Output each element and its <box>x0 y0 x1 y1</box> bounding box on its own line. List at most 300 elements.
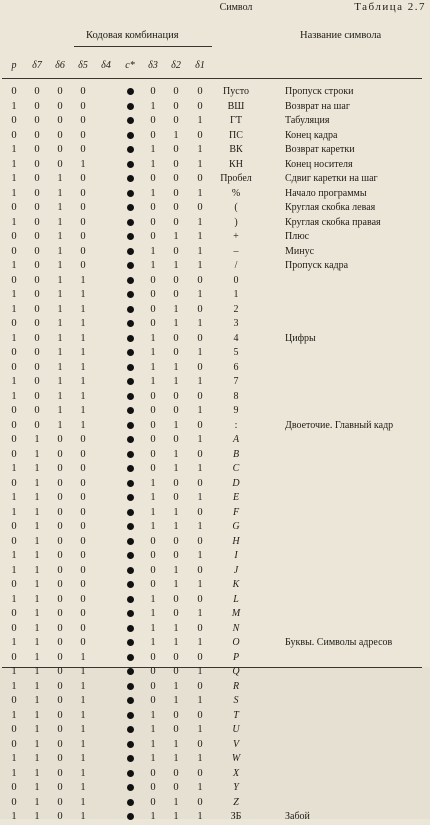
symbol-cell: + <box>233 231 239 242</box>
bit-cell: 0 <box>80 564 86 576</box>
symbol-cell: ВК <box>229 144 243 155</box>
bit-cell: 0 <box>57 637 63 648</box>
bit-cell: 1 <box>34 622 40 634</box>
bit-cell: 1 <box>11 506 17 518</box>
bit-cell: 0 <box>150 274 156 286</box>
bit-cell: 1 <box>173 680 179 692</box>
bit-cell: 0 <box>11 405 17 416</box>
bit-cell: 0 <box>197 202 203 213</box>
bit-cell: 0 <box>197 477 203 489</box>
symbol-cell: / <box>234 260 238 271</box>
bit-cell: 1 <box>80 680 86 692</box>
symbol-cell: 6 <box>233 361 239 373</box>
bit-cell: 1 <box>150 245 156 257</box>
bit-cell: 0 <box>173 289 179 300</box>
bit-cell: 0 <box>57 622 63 634</box>
bit-cell: 1 <box>11 260 17 271</box>
symbol-name-cell: Забой <box>285 811 310 822</box>
symbol-cell: : <box>234 419 238 431</box>
bit-cell: 1 <box>197 158 203 170</box>
bit-cell: 0 <box>11 86 17 97</box>
bit-cell: 0 <box>80 463 86 474</box>
bit-cell: 1 <box>80 361 86 373</box>
bit-cell: 1 <box>80 651 86 663</box>
bit-cell: 0 <box>11 579 17 590</box>
bit-cell: 0 <box>150 405 156 416</box>
sprocket-hole-dot <box>127 494 134 501</box>
bit-cell: 1 <box>197 753 203 764</box>
bit-cell: 0 <box>11 796 17 808</box>
bit-cell: 1 <box>11 463 17 474</box>
bit-cell: 0 <box>173 477 179 489</box>
sprocket-hole-dot <box>127 190 134 197</box>
bit-cell: 1 <box>80 695 86 706</box>
bit-cell: 0 <box>57 738 63 750</box>
bit-cell: 0 <box>150 129 156 141</box>
bit-cell: 1 <box>11 564 17 576</box>
bit-cell: 1 <box>57 173 63 184</box>
bit-cell: 0 <box>80 521 86 532</box>
bit-cell: 0 <box>57 680 63 692</box>
bit-cell: 0 <box>173 158 179 170</box>
bit-cell: 0 <box>173 550 179 561</box>
bit-cell: 0 <box>34 187 40 199</box>
header-code-combination: Кодовая комбинация <box>86 30 179 41</box>
bit-cell: 1 <box>173 129 179 141</box>
header-symbol-name: Название символа <box>300 30 382 41</box>
bit-cell: 1 <box>57 361 63 373</box>
bit-cell: 1 <box>173 796 179 808</box>
bit-cell: 0 <box>150 782 156 793</box>
bit-cell: 0 <box>150 303 156 315</box>
table-label: Таблица 2.7 <box>354 1 426 13</box>
bit-cell: 0 <box>150 666 156 677</box>
sprocket-hole-dot <box>127 204 134 211</box>
bit-cell: 1 <box>173 521 179 532</box>
bit-cell: 0 <box>57 651 63 663</box>
bit-cell: 1 <box>11 376 17 387</box>
bit-cell: 0 <box>57 535 63 547</box>
bit-cell: 0 <box>11 448 17 460</box>
symbol-name-cell: Сдвиг каретки на шаг <box>285 173 378 184</box>
bit-cell: 0 <box>34 289 40 300</box>
bit-cell: 1 <box>150 622 156 634</box>
symbol-cell: Z <box>233 796 239 808</box>
bit-cell: 1 <box>150 593 156 605</box>
bit-cell: 1 <box>34 724 40 735</box>
bit-cell: 1 <box>57 332 63 344</box>
sprocket-hole-dot <box>127 320 134 327</box>
bit-cell: 0 <box>173 187 179 199</box>
sprocket-hole-dot <box>127 480 134 487</box>
bit-cell: 1 <box>34 637 40 648</box>
sprocket-hole-dot <box>127 451 134 458</box>
sprocket-hole-dot <box>127 146 134 153</box>
bit-cell: 0 <box>80 434 86 445</box>
bit-cell: 0 <box>80 260 86 271</box>
bit-cell: 0 <box>80 579 86 590</box>
symbol-cell: 2 <box>233 303 239 315</box>
bit-cell: 1 <box>173 738 179 750</box>
bit-cell: 0 <box>150 680 156 692</box>
bit-cell: 1 <box>80 274 86 286</box>
bit-cell: 0 <box>34 115 40 126</box>
sprocket-hole-dot <box>127 378 134 385</box>
sprocket-hole-dot <box>127 88 134 95</box>
bit-cell: 1 <box>80 782 86 793</box>
column-header-symbol: Символ <box>219 2 253 13</box>
sprocket-hole-dot <box>127 364 134 371</box>
bit-cell: 1 <box>197 724 203 735</box>
symbol-cell: I <box>234 550 238 561</box>
bit-cell: 0 <box>197 100 203 112</box>
bit-cell: 0 <box>173 492 179 503</box>
bit-cell: 1 <box>197 492 203 503</box>
symbol-cell: 8 <box>233 390 239 402</box>
bit-cell: 1 <box>197 347 203 358</box>
symbol-cell: R <box>232 680 240 692</box>
bit-cell: 0 <box>150 115 156 126</box>
bit-cell: 1 <box>34 651 40 663</box>
bit-cell: 1 <box>34 811 40 822</box>
bit-cell: 0 <box>80 550 86 561</box>
bit-cell: 0 <box>80 608 86 619</box>
sprocket-hole-dot <box>127 799 134 806</box>
bit-cell: 1 <box>80 158 86 170</box>
symbol-name-cell: Пропуск строки <box>285 86 354 97</box>
bit-cell: 0 <box>80 506 86 518</box>
bit-cell: 0 <box>34 100 40 112</box>
bit-cell: 0 <box>150 231 156 242</box>
bit-cell: 0 <box>34 216 40 228</box>
bit-cell: 0 <box>34 419 40 431</box>
bit-cell: 1 <box>34 492 40 503</box>
bit-cell: 0 <box>11 724 17 735</box>
bit-cell: 0 <box>150 564 156 576</box>
sprocket-hole-dot <box>127 233 134 240</box>
bit-cell: 1 <box>197 463 203 474</box>
bit-cell: 0 <box>80 492 86 503</box>
bit-cell: 0 <box>80 173 86 184</box>
bit-cell: 0 <box>197 593 203 605</box>
bit-cell: 1 <box>197 376 203 387</box>
column-header-7: δ2 <box>171 60 181 71</box>
bit-cell: 1 <box>80 347 86 358</box>
bit-cell: 1 <box>197 782 203 793</box>
bit-cell: 0 <box>57 521 63 532</box>
bit-cell: 1 <box>173 463 179 474</box>
bit-cell: 1 <box>11 158 17 170</box>
sprocket-hole-dot <box>127 581 134 588</box>
bit-cell: 0 <box>57 506 63 518</box>
symbol-cell: Y <box>233 782 239 793</box>
table-row <box>0 809 430 825</box>
bit-cell: 1 <box>80 767 86 779</box>
bit-cell: 0 <box>11 521 17 532</box>
bit-cell: 0 <box>57 463 63 474</box>
bit-cell: 1 <box>11 811 17 822</box>
bit-cell: 1 <box>57 245 63 257</box>
bit-cell: 0 <box>57 158 63 170</box>
bit-cell: 0 <box>150 448 156 460</box>
bit-cell: 0 <box>11 535 17 547</box>
bit-cell: 1 <box>197 245 203 257</box>
symbol-cell: N <box>232 622 240 634</box>
bit-cell: 0 <box>34 405 40 416</box>
bit-cell: 1 <box>34 608 40 619</box>
bit-cell: 1 <box>173 303 179 315</box>
bit-cell: 1 <box>150 260 156 271</box>
bit-cell: 1 <box>197 666 203 677</box>
bit-cell: 1 <box>34 550 40 561</box>
symbol-cell: V <box>232 738 240 750</box>
bit-cell: 0 <box>150 767 156 779</box>
bit-cell: 1 <box>173 695 179 706</box>
bit-cell: 0 <box>34 144 40 155</box>
sprocket-hole-dot <box>127 132 134 139</box>
header-rule <box>74 46 212 47</box>
bit-cell: 1 <box>34 521 40 532</box>
symbol-cell: % <box>231 187 241 199</box>
bit-cell: 1 <box>197 811 203 822</box>
bit-cell: 1 <box>34 782 40 793</box>
bit-cell: 1 <box>150 361 156 373</box>
bit-cell: 1 <box>80 303 86 315</box>
bit-cell: 1 <box>150 492 156 503</box>
bit-cell: 0 <box>57 753 63 764</box>
bit-cell: 1 <box>57 289 63 300</box>
bit-cell: 1 <box>34 535 40 547</box>
bit-cell: 1 <box>34 767 40 779</box>
bit-cell: 0 <box>150 86 156 97</box>
bit-cell: 0 <box>173 782 179 793</box>
bit-cell: 0 <box>173 405 179 416</box>
bit-cell: 0 <box>80 622 86 634</box>
sprocket-hole-dot <box>127 465 134 472</box>
sprocket-hole-dot <box>127 538 134 545</box>
bit-cell: 0 <box>197 332 203 344</box>
bit-cell: 0 <box>11 231 17 242</box>
bit-cell: 0 <box>197 622 203 634</box>
symbol-name-cell: Возврат каретки <box>285 144 355 155</box>
symbol-name-cell: Плюс <box>285 231 310 242</box>
symbol-name-cell: Круглая скобка правая <box>285 216 381 228</box>
bit-cell: 0 <box>34 86 40 97</box>
symbol-name-cell: Минус <box>285 245 315 257</box>
bit-cell: 1 <box>197 608 203 619</box>
bit-cell: 1 <box>197 144 203 155</box>
bit-cell: 0 <box>197 506 203 518</box>
bit-cell: 1 <box>11 144 17 155</box>
symbol-cell: O <box>232 637 240 648</box>
bit-cell: 0 <box>11 477 17 489</box>
bit-cell: 1 <box>34 709 40 721</box>
sprocket-hole-dot <box>127 422 134 429</box>
bit-cell: 1 <box>57 318 63 329</box>
symbol-cell: 7 <box>233 376 239 387</box>
bit-cell: 1 <box>150 637 156 648</box>
symbol-cell: 3 <box>233 318 239 329</box>
bit-cell: 1 <box>150 811 156 822</box>
symbol-cell: X <box>232 767 240 779</box>
symbol-cell: 0 <box>233 274 239 286</box>
bit-cell: 0 <box>197 448 203 460</box>
bit-cell: 1 <box>173 637 179 648</box>
bit-cell: 0 <box>34 318 40 329</box>
bit-cell: 1 <box>11 593 17 605</box>
symbol-cell: B <box>232 448 240 460</box>
symbol-cell: L <box>233 593 239 605</box>
symbol-cell: W <box>231 753 241 764</box>
bit-cell: 0 <box>197 767 203 779</box>
bit-cell: 1 <box>34 564 40 576</box>
bit-cell: 0 <box>80 115 86 126</box>
bit-cell: 1 <box>197 216 203 228</box>
sprocket-hole-dot <box>127 741 134 748</box>
bit-cell: 1 <box>80 738 86 750</box>
bit-cell: 0 <box>173 202 179 213</box>
symbol-cell: P <box>232 651 240 663</box>
symbol-cell: K <box>232 579 240 590</box>
bit-cell: 0 <box>197 564 203 576</box>
bit-cell: 0 <box>173 666 179 677</box>
bit-cell: 0 <box>57 492 63 503</box>
sprocket-hole-dot <box>127 407 134 414</box>
bit-cell: 0 <box>80 86 86 97</box>
bit-cell: 0 <box>173 767 179 779</box>
bit-cell: 0 <box>57 434 63 445</box>
symbol-cell: ВШ <box>227 100 245 112</box>
bit-cell: 1 <box>34 448 40 460</box>
bit-cell: 0 <box>57 811 63 822</box>
bit-cell: 0 <box>57 448 63 460</box>
sprocket-hole-dot <box>127 262 134 269</box>
bit-cell: 0 <box>80 216 86 228</box>
bit-cell: 1 <box>150 753 156 764</box>
bit-cell: 1 <box>197 318 203 329</box>
sprocket-hole-dot <box>127 306 134 313</box>
bit-cell: 0 <box>173 651 179 663</box>
symbol-cell: F <box>232 506 240 518</box>
bit-cell: 1 <box>150 332 156 344</box>
bit-cell: 1 <box>11 187 17 199</box>
bit-cell: 0 <box>11 695 17 706</box>
bit-cell: 0 <box>173 724 179 735</box>
symbol-cell: 5 <box>233 347 239 358</box>
bit-cell: 0 <box>11 129 17 141</box>
bit-cell: 0 <box>197 738 203 750</box>
bit-cell: 1 <box>34 796 40 808</box>
bit-cell: 0 <box>150 216 156 228</box>
bit-cell: 1 <box>80 289 86 300</box>
symbol-name-cell: Двоеточие. Главный кадр <box>285 419 394 431</box>
bit-cell: 0 <box>57 144 63 155</box>
bit-cell: 0 <box>11 434 17 445</box>
sprocket-hole-dot <box>127 697 134 704</box>
column-header-3: δ5 <box>78 60 88 71</box>
bit-cell: 0 <box>57 86 63 97</box>
bit-cell: 0 <box>11 419 17 431</box>
bit-cell: 0 <box>57 695 63 706</box>
bit-cell: 1 <box>80 419 86 431</box>
bit-cell: 0 <box>173 593 179 605</box>
bit-cell: 1 <box>34 666 40 677</box>
bit-cell: 1 <box>11 492 17 503</box>
symbol-name-cell: Круглая скобка левая <box>285 202 376 213</box>
symbol-cell: D <box>232 477 240 489</box>
bit-cell: 1 <box>34 477 40 489</box>
bit-cell: 0 <box>57 666 63 677</box>
bit-cell: 0 <box>197 86 203 97</box>
bit-cell: 1 <box>150 477 156 489</box>
bit-cell: 1 <box>11 709 17 721</box>
sprocket-hole-dot <box>127 175 134 182</box>
bit-cell: 0 <box>11 622 17 634</box>
bit-cell: 0 <box>57 100 63 112</box>
bit-cell: 0 <box>80 144 86 155</box>
bit-cell: 1 <box>11 637 17 648</box>
bit-cell: 0 <box>150 390 156 402</box>
bit-cell: 0 <box>57 579 63 590</box>
symbol-cell: Пусто <box>223 86 249 97</box>
sprocket-hole-dot <box>127 291 134 298</box>
bit-cell: 0 <box>11 274 17 286</box>
bit-cell: 0 <box>150 535 156 547</box>
bit-cell: 1 <box>197 550 203 561</box>
bit-cell: 1 <box>80 709 86 721</box>
bit-cell: 1 <box>197 695 203 706</box>
bit-cell: 1 <box>150 724 156 735</box>
bit-cell: 1 <box>173 419 179 431</box>
bit-cell: 0 <box>173 86 179 97</box>
bit-cell: 1 <box>80 332 86 344</box>
bit-cell: 0 <box>150 651 156 663</box>
column-header-8: δ1 <box>195 60 205 71</box>
sprocket-hole-dot <box>127 755 134 762</box>
bit-cell: 0 <box>150 550 156 561</box>
bit-cell: 0 <box>150 796 156 808</box>
bit-cell: 1 <box>197 637 203 648</box>
bit-cell: 1 <box>197 579 203 590</box>
bit-cell: 0 <box>197 303 203 315</box>
bit-cell: 0 <box>80 187 86 199</box>
sprocket-hole-dot <box>127 335 134 342</box>
bit-cell: 1 <box>57 231 63 242</box>
bit-cell: 0 <box>57 709 63 721</box>
bit-cell: 1 <box>11 332 17 344</box>
bit-cell: 1 <box>150 521 156 532</box>
sprocket-hole-dot <box>127 770 134 777</box>
bit-cell: 0 <box>34 390 40 402</box>
bit-cell: 1 <box>173 506 179 518</box>
symbol-cell: 9 <box>233 405 239 416</box>
symbol-cell: 4 <box>233 332 239 344</box>
sprocket-hole-dot <box>127 668 134 675</box>
bit-cell: 1 <box>57 390 63 402</box>
bit-cell: 0 <box>57 724 63 735</box>
bit-cell: 1 <box>57 347 63 358</box>
bit-cell: 0 <box>173 347 179 358</box>
bit-cell: 1 <box>11 550 17 561</box>
bit-cell: 0 <box>80 448 86 460</box>
bit-cell: 1 <box>80 376 86 387</box>
bit-cell: 0 <box>173 390 179 402</box>
bit-cell: 0 <box>80 100 86 112</box>
bit-cell: 0 <box>57 129 63 141</box>
bit-cell: 1 <box>150 376 156 387</box>
bit-cell: 1 <box>173 376 179 387</box>
header-bottom-line <box>2 78 422 79</box>
